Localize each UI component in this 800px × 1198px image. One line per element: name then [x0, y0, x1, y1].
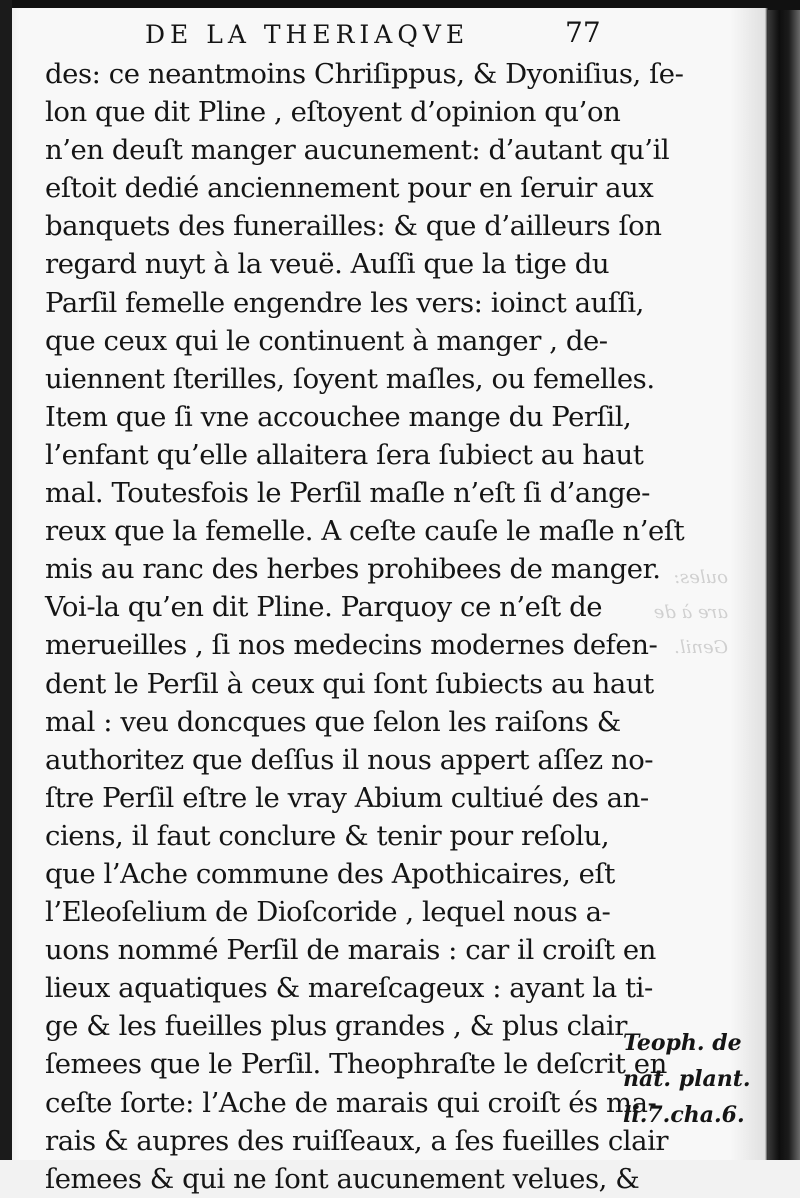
text-line: mal. Toutesfois le Perſil maſle n’eſt ſi d’ange-: [45, 477, 650, 510]
text-line: Voi-la qu’en dit Pline. Parquoy ce n’eſt de: [45, 591, 603, 624]
text-line: reux que la femelle. A ceſte cauſe le maſle n’eſt: [45, 515, 685, 548]
text-line: eſtoit dedié anciennement pour en ſeruir aux: [45, 172, 654, 205]
text-line: ceſte ſorte: l’Ache de marais qui croiſt és ma-: [45, 1086, 657, 1119]
text-line: ciens, il faut conclure & tenir pour reſolu,: [45, 819, 610, 852]
book-spine-shadow: [768, 10, 800, 1160]
text-line: dent le Perſil à ceux qui ſont ſubiects au haut: [45, 667, 654, 700]
running-header: DE LA THERIAQVE: [145, 20, 470, 49]
text-line: banquets des funerailles: & que d’ailleurs ſon: [45, 210, 662, 243]
text-line: lieux aquatiques & mareſcageux : ayant la ti-: [45, 972, 653, 1005]
text-line: Item que ſi vne accouchee mange du Perſil,: [45, 400, 632, 433]
text-line: regard nuyt à la veuë. Auſſi que la tige du: [45, 248, 610, 281]
text-line: l’Eleoſelium de Dioſcoride , lequel nous a-: [45, 896, 611, 929]
page-number: 77: [565, 16, 601, 49]
text-line: uiennent ſterilles, ſoyent maſles, ou femelles.: [45, 362, 655, 395]
text-line: n’en deuſt manger aucunement: d’autant qu’il: [45, 134, 670, 167]
text-line: mal : veu doncques que ſelon les raiſons &: [45, 705, 621, 738]
text-line: ſemees & qui ne ſont aucunement velues, &: [45, 1162, 640, 1195]
left-scan-edge: [0, 0, 12, 1160]
text-line: des: ce neantmoins Chriſippus, & Dyoniſius, ſe-: [45, 58, 684, 90]
margin-note-line: li.7.cha.6.: [623, 1102, 745, 1128]
bleed-through-text: oules: are à de Genil.: [653, 567, 728, 658]
text-line: uons nommé Perſil de marais : car il croiſt en: [45, 934, 656, 967]
text-line: ſtre Perſil eſtre le vray Abium cultiué des an-: [45, 781, 649, 814]
text-line: ſemees que le Perſil. Theophraſte le deſcrit en: [45, 1048, 667, 1081]
text-line: ge & les fueilles plus grandes , & plus clair: [45, 1010, 627, 1043]
text-line: que l’Ache commune des Apothicaires, eſt: [45, 857, 615, 890]
margin-note-line: nat. plant.: [623, 1066, 751, 1092]
text-line: lon que dit Pline , eſtoyent d’opinion qu’on: [45, 96, 621, 129]
text-line: Parſil femelle engendre les vers: ioinct auſſi,: [45, 286, 644, 319]
text-line: authoritez que deſſus il nous appert aſſez no-: [45, 743, 654, 776]
margin-note: [623, 1025, 758, 1140]
text-line: que ceux qui le continuent à manger , de-: [45, 324, 608, 357]
text-line: l’enfant qu’elle allaitera ſera ſubiect au haut: [45, 438, 644, 471]
text-line: merueilles , ſi nos medecins modernes defen-: [45, 629, 658, 662]
top-scan-edge: [0, 0, 800, 8]
text-line: mis au ranc des herbes prohibees de manger.: [45, 553, 661, 586]
margin-note-line: Teoph. de: [623, 1030, 742, 1056]
text-line: rais & aupres des ruiſſeaux, a ſes fueilles clair: [45, 1124, 669, 1157]
